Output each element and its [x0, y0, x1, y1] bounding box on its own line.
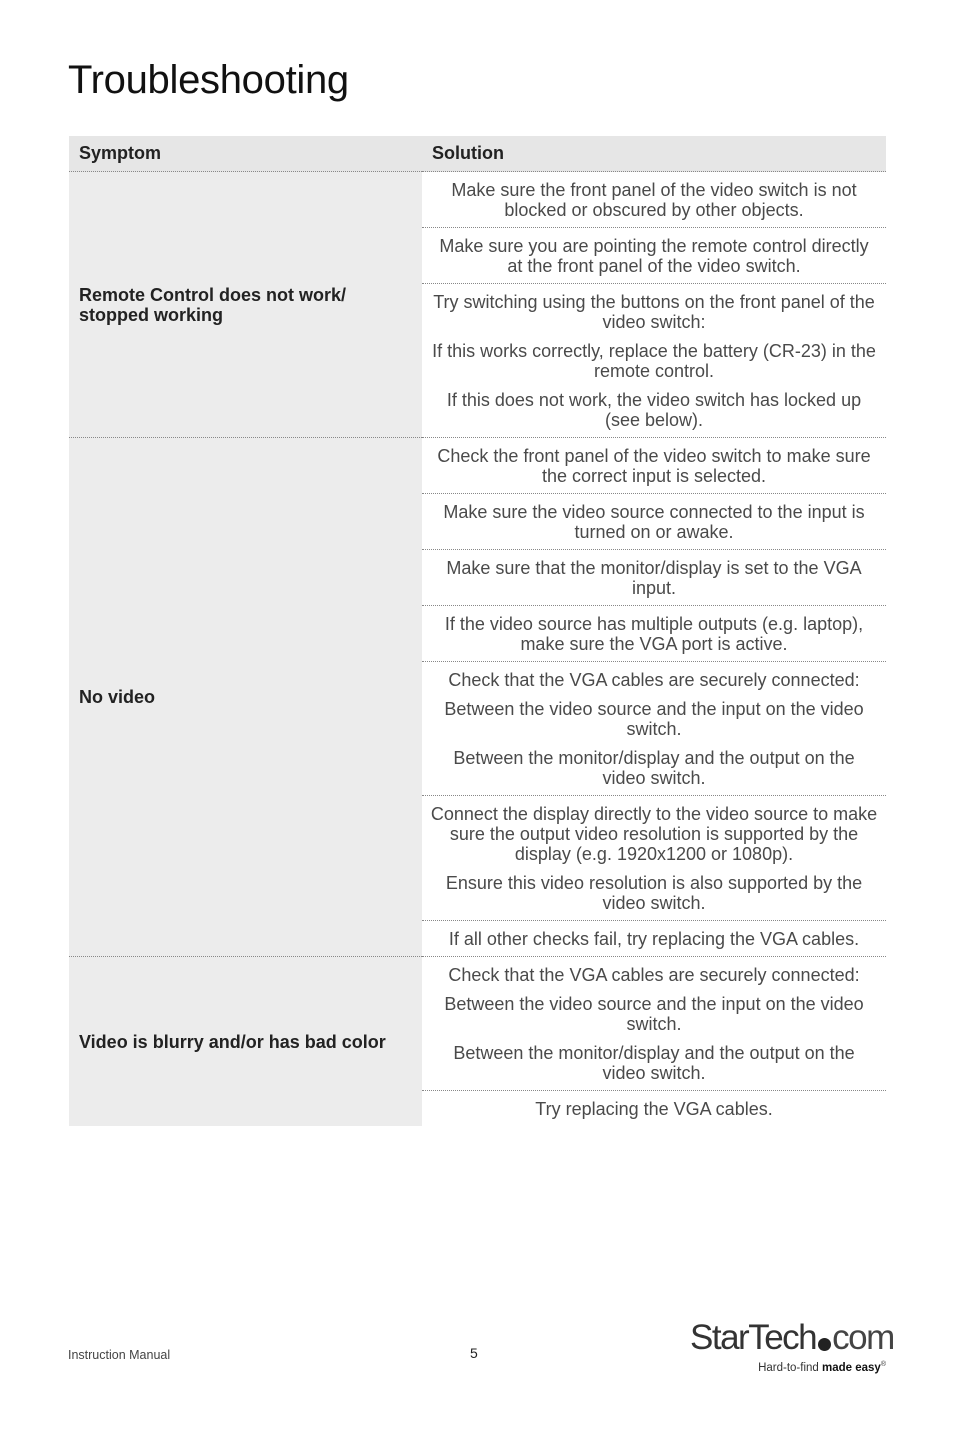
logo-com-text: com — [832, 1318, 894, 1357]
solution-cell — [422, 494, 886, 550]
troubleshooting-table — [69, 136, 886, 1126]
registered-mark: ® — [880, 1361, 886, 1368]
symptom-cell: Remote Control does not work/ stopped working — [69, 172, 422, 438]
page-title: Troubleshooting — [68, 58, 349, 102]
page-number: 5 — [470, 1345, 478, 1361]
tagline-regular: Hard-to-find — [758, 1361, 822, 1374]
solution-text: If the video source has multiple outputs (e.g. laptop), make sure the VGA port is active. — [444, 614, 864, 654]
solution-cell — [422, 172, 886, 228]
symptom-header: Symptom — [69, 136, 422, 172]
solution-text: Make sure the front panel of the video switch is not blocked or obscured by other objects. — [451, 180, 857, 220]
solution-cell — [422, 438, 886, 494]
table-header-row — [69, 136, 886, 172]
solution-text: Try replacing the VGA cables. — [535, 1099, 773, 1119]
solution-text: Make sure you are pointing the remote control directly at the front panel of the video switch. — [439, 236, 869, 276]
logo-tagline — [758, 1361, 886, 1374]
solution-text: Between the monitor/display and the output on the video switch. — [453, 1043, 855, 1083]
solution-text: Ensure this video resolution is also supported by the video switch. — [445, 873, 863, 913]
solution-cell — [422, 284, 886, 438]
solution-cell — [422, 662, 886, 796]
table-row — [69, 172, 886, 228]
solution-cell — [422, 1091, 886, 1127]
solution-text: If this works correctly, replace the battery (CR-23) in the remote control. — [432, 341, 876, 381]
solution-text: Between the monitor/display and the output on the video switch. — [453, 748, 855, 788]
solution-cell — [422, 550, 886, 606]
table-row — [69, 438, 886, 494]
tagline-bold: made easy — [822, 1361, 881, 1374]
footer-document-label: Instruction Manual — [68, 1348, 171, 1362]
solution-cell — [422, 228, 886, 284]
solution-cell — [422, 606, 886, 662]
solution-text: Check that the VGA cables are securely connected: — [448, 965, 860, 985]
logo-brand-text: StarTech — [690, 1318, 817, 1357]
table-row — [69, 957, 886, 1091]
solution-text: Try switching using the buttons on the front panel of the video switch: — [433, 292, 875, 332]
solution-text: Make sure that the monitor/display is set to the VGA input. — [446, 558, 862, 598]
solution-cell — [422, 796, 886, 921]
startech-logo — [690, 1318, 894, 1378]
solution-text: Between the video source and the input on the video switch. — [444, 994, 864, 1034]
solution-cell — [422, 921, 886, 957]
solution-text: If all other checks fail, try replacing the VGA cables. — [448, 929, 860, 949]
logo-wordmark — [690, 1318, 894, 1358]
solution-header: Solution — [422, 136, 886, 172]
solution-cell — [422, 957, 886, 1091]
solution-text: If this does not work, the video switch has locked up (see below). — [446, 390, 862, 430]
solution-text: Check the front panel of the video switch to make sure the correct input is selected. — [437, 446, 871, 486]
symptom-cell: Video is blurry and/or has bad color — [69, 957, 422, 1127]
solution-text: Make sure the video source connected to the input is turned on or awake. — [443, 502, 865, 542]
solution-text: Connect the display directly to the video source to make sure the output video resolution is supported by the display (e.g. 1920x1200 or 1080p). — [430, 804, 878, 864]
symptom-cell: No video — [69, 438, 422, 957]
logo-dot-icon — [818, 1338, 831, 1351]
solution-text: Check that the VGA cables are securely connected: — [448, 670, 860, 690]
solution-text: Between the video source and the input on the video switch. — [444, 699, 864, 739]
